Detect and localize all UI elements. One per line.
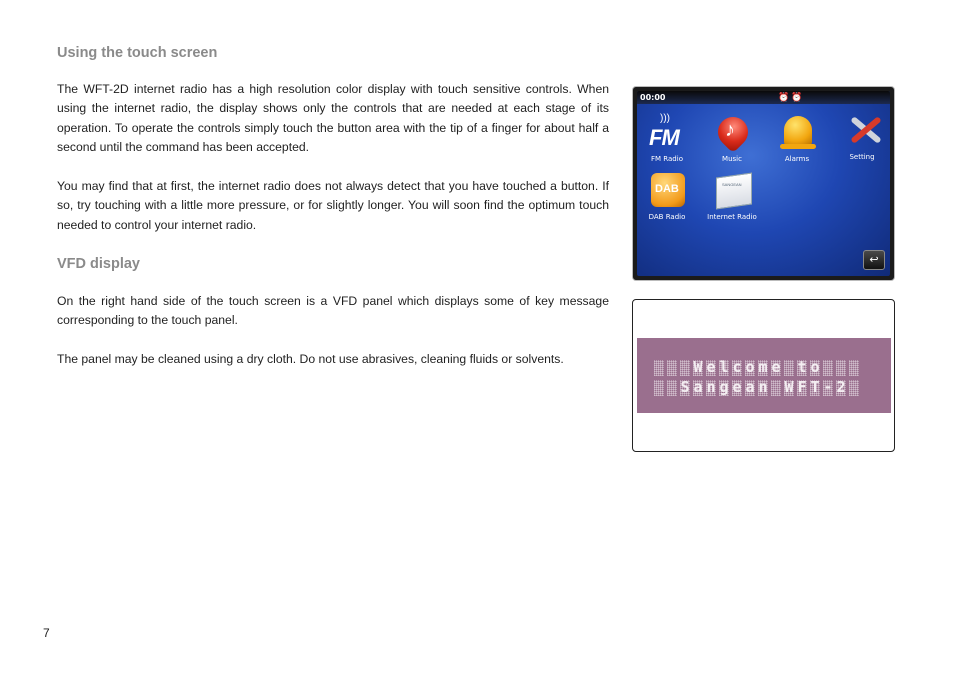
internet-radio-icon: SANGEAN bbox=[712, 171, 752, 211]
vfd-character-cell: e bbox=[732, 378, 742, 396]
vfd-character-cell bbox=[771, 380, 781, 396]
alarm-clock-icon: ⏰⏰ bbox=[778, 92, 805, 102]
vfd-display bbox=[637, 338, 891, 413]
tile-dab-radio[interactable] bbox=[642, 171, 692, 221]
tile-label: DAB Radio bbox=[648, 213, 686, 221]
vfd-character-cell: g bbox=[719, 378, 729, 396]
vfd-character-cell bbox=[849, 380, 859, 396]
tile-label: Music bbox=[722, 155, 742, 163]
tools-icon bbox=[842, 111, 882, 151]
vfd-character-cell: t bbox=[797, 358, 807, 376]
section-heading-touch-screen: Using the touch screen bbox=[57, 45, 218, 61]
vfd-line-2 bbox=[654, 380, 859, 396]
vfd-character-cell bbox=[667, 380, 677, 396]
touch-screen-display bbox=[637, 91, 890, 276]
vfd-character-cell bbox=[680, 360, 690, 376]
vfd-character-cell bbox=[823, 360, 833, 376]
tile-internet-radio[interactable] bbox=[707, 171, 757, 221]
vfd-character-cell bbox=[836, 360, 846, 376]
vfd-character-cell bbox=[784, 360, 794, 376]
vfd-character-cell: 2 bbox=[836, 378, 846, 396]
vfd-character-cell: F bbox=[797, 378, 807, 396]
vfd-character-cell: n bbox=[758, 378, 768, 396]
vfd-character-cell: o bbox=[810, 358, 820, 376]
tile-setting[interactable] bbox=[837, 111, 887, 161]
vfd-character-cell: e bbox=[706, 358, 716, 376]
vfd-character-cell: W bbox=[693, 358, 703, 376]
tile-label: FM Radio bbox=[651, 155, 683, 163]
vfd-character-cell: a bbox=[745, 378, 755, 396]
section-heading-vfd-display: VFD display bbox=[57, 256, 140, 272]
paragraph-vfd-description: On the right hand side of the touch screen is a VFD panel which displays some of key message corresponding to the touch panel. bbox=[57, 294, 609, 328]
vfd-character-cell bbox=[849, 360, 859, 376]
back-button[interactable] bbox=[863, 250, 885, 270]
vfd-character-cell: - bbox=[823, 378, 833, 396]
vfd-line-1 bbox=[654, 360, 859, 376]
vfd-character-cell: m bbox=[758, 358, 768, 376]
vfd-character-cell: n bbox=[706, 378, 716, 396]
vfd-character-cell bbox=[654, 360, 664, 376]
paragraph-touch-detection: You may find that at first, the internet radio does not always detect that you have touched a button. If so, try touching with a little more pressure, or for slightly longer. You will soon find the optimum touch needed to control your internet radio. bbox=[57, 179, 609, 232]
page-number: 7 bbox=[43, 626, 50, 640]
vfd-character-cell: e bbox=[771, 358, 781, 376]
clock: 00:00 bbox=[640, 93, 666, 102]
vfd-character-cell: T bbox=[810, 378, 820, 396]
vfd-panel-image bbox=[632, 299, 895, 452]
tile-label: Internet Radio bbox=[707, 213, 757, 221]
vfd-character-cell bbox=[667, 360, 677, 376]
paragraph-touch-screen-intro: The WFT-2D internet radio has a high resolution color display with touch sensitive controls. When using the internet radio, the display shows only the controls that are needed at each stage of its operation. To operate the controls simply touch the button area with the tip of a finger for about half a second until the command has been accepted. bbox=[57, 82, 609, 154]
touch-screen-image bbox=[632, 86, 895, 281]
tile-label: Alarms bbox=[784, 155, 810, 163]
tile-label: Setting bbox=[849, 153, 875, 161]
vfd-character-cell: o bbox=[745, 358, 755, 376]
bell-icon bbox=[777, 113, 817, 153]
vfd-character-cell: l bbox=[719, 358, 729, 376]
fm-radio-icon: ))) FM bbox=[649, 113, 679, 150]
vfd-character-cell: c bbox=[732, 358, 742, 376]
music-heart-icon: ♪ bbox=[712, 113, 752, 153]
back-arrow-icon: ↩ bbox=[869, 254, 879, 266]
vfd-character-cell: S bbox=[680, 378, 690, 396]
tile-music[interactable] bbox=[707, 113, 757, 163]
paragraph-vfd-cleaning: The panel may be cleaned using a dry cloth. Do not use abrasives, cleaning fluids or solvents. bbox=[57, 352, 564, 366]
dab-icon: DAB bbox=[647, 171, 687, 211]
vfd-character-cell: a bbox=[693, 378, 703, 396]
status-bar bbox=[637, 91, 890, 104]
tile-fm-radio[interactable] bbox=[642, 113, 692, 163]
vfd-character-cell bbox=[654, 380, 664, 396]
vfd-character-cell: W bbox=[784, 378, 794, 396]
tile-alarms[interactable] bbox=[772, 113, 822, 163]
